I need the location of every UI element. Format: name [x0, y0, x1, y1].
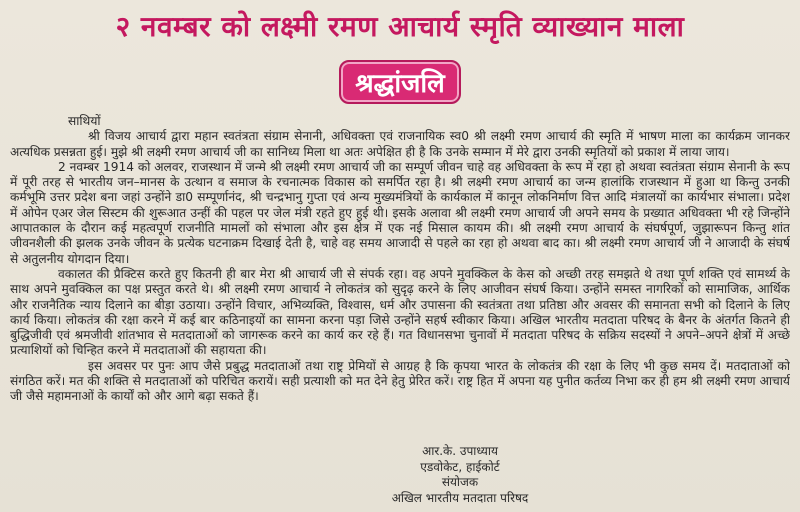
salutation: साथियों — [68, 114, 101, 128]
signatory-role: संयोजक — [441, 475, 479, 489]
signatory-title: एडवोकेट, हाईकोर्ट — [420, 459, 500, 474]
tribute-banner: श्रद्धांजलि — [339, 60, 461, 104]
signatory-organization: अखिल भारतीय मतदाता परिषद — [391, 490, 529, 505]
article-body — [10, 114, 790, 500]
paragraph-3: वकालत की प्रैक्टिस करते हुए कितनी ही बार मेरा श्री आचार्य जी से संपर्क रहा। वह अपने मुवक्किल के केस को अच्छी तरह समझते थे तथा पूर्ण शक्ति एवं सामर्थ्य के साथ अपने मुवक्किल का पक्ष प्रस्तुत करते थे। श्री लक्ष्मी रमण आचार्य ने लोकतंत्र को सुदृढ़ करने के लिए आजीवन संघर्ष किया। उन्होंने समस्त नागरिकों को सामाजिक, आर्थिक और राजनैतिक न्याय दिलाने का बीड़ा उठाया। उन्होंने विचार, अभिव्यक्ति, विश्वास, धर्म और उपासना की स्वतंत्रता तथा प्रतिष्ठा और अवसर की समानता सभी को दिलाने के लिए कार्य किया। लोकतंत्र की रक्षा करने में कई बार कठिनाइयों का सामना करना पड़ा जिसे उन्होंने सहर्ष स्वीकार किया। अखिल भारतीय मतदाता परिषद के बैनर के अंतर्गत कितने ही बुद्धिजीवी एवं श्रमजीवी शांतभाव से मतदाताओं को जागरूक करने का कार्य कर रहे हैं। गत विधानसभा चुनावों में मतदाता परिषद के सक्रिय सदस्यों ने अपने–अपने क्षेत्रों में अच्छे प्रत्याशियों को चिन्हित करने में मतदाताओं की सहायता की। — [10, 266, 790, 358]
signature-block — [330, 444, 590, 506]
headline: २ नवम्बर को लक्ष्मी रमण आचार्य स्मृति व्याख्यान माला — [115, 10, 685, 43]
banner-wrap — [0, 60, 800, 106]
paragraph-1: श्री विजय आचार्य द्वारा महान स्वतंत्रता संग्राम सेनानी, अधिवक्ता एवं राजनायिक स्व0 श्री लक्ष्मी रमण आचार्य की स्मृति में भाषण माला का कार्यक्रम जानकर अत्यधिक प्रसन्नता हुई। मुझे श्री लक्ष्मी रमण आचार्य जी का सानिध्य मिला था अतः अपेक्षित ही है कि उनके सम्मान में मेरे द्वारा उनकी स्मृतियों को प्रकाश में लाया जाय। — [10, 129, 790, 159]
paragraph-2: 2 नवम्बर 1914 को अलवर, राजस्थान में जन्मे श्री लक्ष्मी रमण आचार्य जी का सम्पूर्ण जीवन चाहे वह अधिवक्ता के रूप में रहा हो अथवा स्वतंत्रता संग्राम सेनानी के रूप में पूरी तरह से भारतीय जन–मानस के उत्थान व समाज के रचनात्मक विकास को समर्पित रहा है। श्री लक्ष्मी रमण आचार्य का जन्म हालांकि राजस्थान में हुआ था किन्तु उनकी कर्मभूमि उत्तर प्रदेश बना जहां उन्होंने डा0 सम्पूर्णानंद, श्री चन्द्रभानु गुप्ता एवं अन्य मुख्यमंत्रियों के कार्यकाल में कानून लोकनिर्माण वित्त आदि मंत्रालयों का कार्यभार संभाला। प्रदेश में ओपेन एअर जेल सिस्टम की शुरूआत उन्हीं की पहल पर जेल मंत्री रहते हुए हुई थी। इसके अलावा श्री लक्ष्मी रमण आचार्य जी अपने समय के प्रख्यात अधिवक्ता भी रहे जिन्होंने आपातकाल के दौरान कई महत्वपूर्ण राजनीति मामलों को संभाला और इस क्षेत्र में एक नई मिसाल कायम की। श्री लक्ष्मी रमण आचार्य के संघर्षपूर्ण, जुझारूपन किन्तु शांत जीवनशैली की झलक उनके जीवन के प्रत्येक घटनाक्रम दिखाई देती है, चाहे वह समय आजादी से पहले का रहा हो अथवा बाद का। श्री लक्ष्मी रमण आचार्य जी ने आजादी के संघर्ष से अतुलनीय योगदान दिया। — [10, 159, 790, 266]
paragraph-4: इस अवसर पर पुनः आप जैसे प्रबुद्ध मतदाताओं तथा राष्ट्र प्रेमियों से आग्रह है कि कृपया भारत के लोकतंत्र की रक्षा के लिए भी कुछ समय दें। मतदाताओं को संगठित करें। मत की शक्ति से मतदाताओं को परिचित करायें। सही प्रत्याशी को मत देने हेतु प्रेरित करें। राष्ट्र हित में अपना यह पुनीत कर्तव्य निभा कर ही हम श्री लक्ष्मी रमण आचार्य जी जैसे महामनाओं के कार्यों को और आगे बढ़ा सकते हैं। — [10, 358, 790, 404]
signatory-name: आर.के. उपाध्याय — [422, 444, 498, 458]
